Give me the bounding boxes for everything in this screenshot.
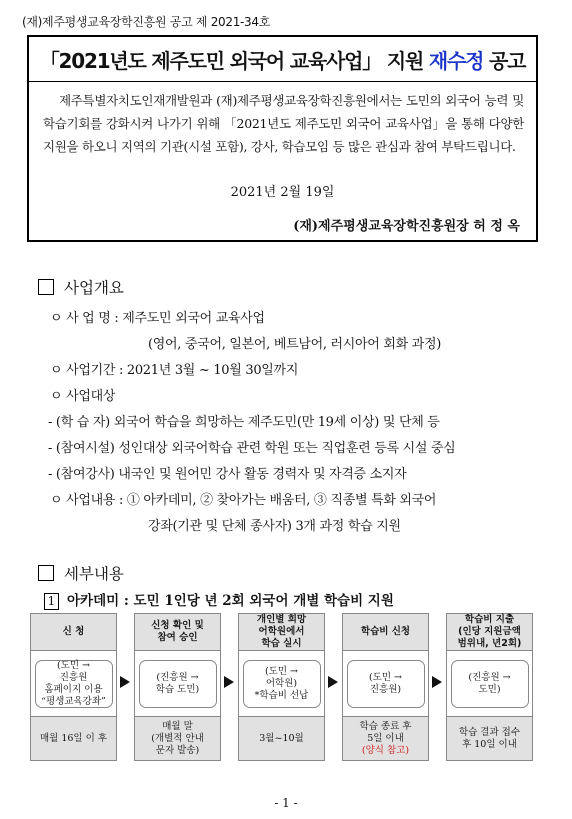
flow-step-timing-text: 학습 종료 후 5일 이내 (359, 720, 412, 744)
flow-step-header: 학습비 지출 (인당 지원금액 범위내, 년2회) (446, 613, 533, 651)
notice-title (29, 45, 536, 74)
overview-target-instructor: - (참여강사) 내국인 및 원어민 강사 활동 경력자 및 자격증 소지자 (48, 467, 407, 482)
flow-step-header: 학습비 신청 (342, 613, 429, 651)
flow-step-actor: (도민 → 진흥원) (347, 660, 425, 708)
flow-step-timing-text: 3월~10월 (259, 732, 304, 744)
flow-step-header: 신 청 (30, 613, 117, 651)
overview-period: ㅇ 사업기간 : 2021년 3월 ~ 10월 30일까지 (50, 363, 299, 378)
flow-step-timing (30, 717, 117, 761)
section-heading-text: 세부내용 (64, 565, 124, 583)
notice-signature: (재)제주평생교육장학진흥원장 허 정 옥 (293, 219, 520, 234)
section-heading-details (38, 562, 124, 584)
flow-step-header: 개인별 희망 어학원에서 학습 실시 (238, 613, 325, 651)
boxed-number: 1 (44, 593, 59, 610)
flow-step-2 (134, 613, 221, 761)
academy-subtitle (44, 589, 394, 610)
section-heading-text: 사업개요 (64, 279, 124, 297)
notice-box (27, 35, 538, 242)
flow-step-timing (446, 717, 533, 761)
flow-step-actor: (도민 → 어학원) *학습비 선납 (243, 660, 321, 708)
checkbox-square-icon (38, 565, 54, 581)
notice-title-highlight: 재수정 (428, 49, 484, 73)
flow-step-header: 신청 확인 및 참여 승인 (134, 613, 221, 651)
flow-step-middle (30, 651, 117, 717)
flow-step-timing-text: 학습 결과 접수 후 10일 이내 (458, 726, 521, 750)
flow-step-middle (134, 651, 221, 717)
overview-name: ㅇ 사 업 명 : 제주도민 외국어 교육사업 (50, 311, 265, 326)
flow-step-4 (342, 613, 429, 761)
overview-content: ㅇ 사업내용 : ① 아카데미, ② 찾아가는 배움터, ③ 직종별 특화 외국어 (50, 493, 437, 508)
notice-divider (29, 81, 536, 82)
flow-step-middle (446, 651, 533, 717)
arrow-right-icon (224, 676, 234, 688)
flow-step-3 (238, 613, 325, 761)
flow-step-timing (342, 717, 429, 761)
flow-step-middle (238, 651, 325, 717)
flow-step-timing-text: 매월 말 (개별적 안내 문자 발송) (151, 720, 204, 756)
flow-step-actor: (진흥원 → 학습 도민) (139, 660, 217, 708)
notice-date: 2021년 2월 19일 (230, 185, 335, 200)
page-number: - 1 - (274, 796, 298, 810)
arrow-right-icon (328, 676, 338, 688)
section-heading-overview (38, 276, 124, 298)
flow-step-actor: (도민 → 진흥원 홈페이지 이용 “평생교육강좌” (35, 660, 113, 708)
checkbox-square-icon (38, 279, 54, 295)
flow-step-middle (342, 651, 429, 717)
notice-body: 제주특별자치도인재개발원과 (재)제주평생교육장학진흥원에서는 도민의 외국어 능력 및 학습기회를 강화시켜 나가기 위해 「2021년도 제주도민 외국어 교육사업」을 통해 다양한 지원을 하오니 지역의 기관(시설 포함), 강사, 학습모임 등 많은 관심과 참여 부탁드립니다. (43, 93, 524, 154)
notice-title-main: 「2021년도 제주도민 외국어 교육사업」 지원 (39, 49, 424, 73)
document-number: (재)제주평생교육장학진흥원 공고 제 2021-34호 (22, 15, 271, 29)
flow-step-1 (30, 613, 117, 761)
form-reference-note: (양식 참고) (361, 744, 410, 756)
overview-name-sub: (영어, 중국어, 일본어, 베트남어, 러시아어 회화 과정) (148, 337, 442, 352)
arrow-right-icon (120, 676, 130, 688)
overview-target-heading: ㅇ 사업대상 (50, 389, 116, 404)
notice-title-suffix: 공고 (488, 49, 526, 73)
flow-step-timing (134, 717, 221, 761)
overview-content-cont: 강좌(기관 및 단체 종사자) 3개 과정 학습 지원 (148, 519, 401, 534)
flow-step-5 (446, 613, 533, 761)
overview-target-facility: - (참여시설) 성인대상 외국어학습 관련 학원 또는 직업훈련 등록 시설 중심 (48, 441, 456, 456)
academy-subtitle-text: 아카데미 : 도민 1인당 년 2회 외국어 개별 학습비 지원 (67, 593, 394, 609)
arrow-right-icon (432, 676, 442, 688)
flow-step-timing-text: 매월 16일 이 후 (39, 732, 108, 744)
overview-target-learner: - (학 습 자) 외국어 학습을 희망하는 제주도민(만 19세 이상) 및 단체 등 (48, 415, 440, 430)
flow-step-actor: (진흥원 → 도민) (451, 660, 529, 708)
flow-step-timing (238, 717, 325, 761)
